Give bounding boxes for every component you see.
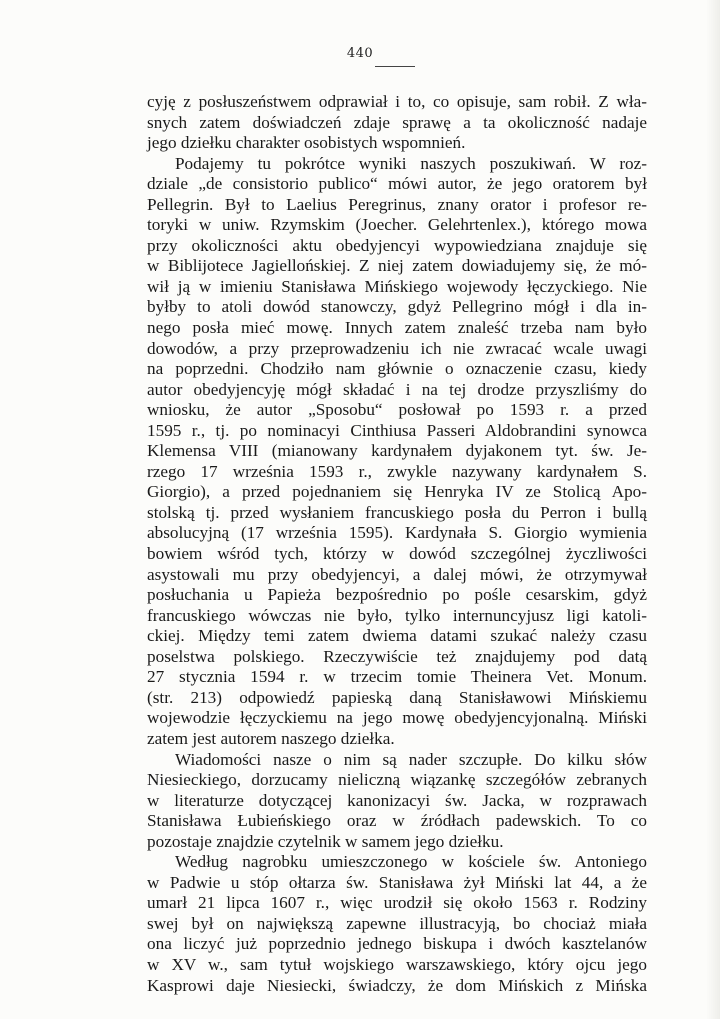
text-line: rzego 17 września 1593 r., zwykle nazywany kardynałem S. [147, 461, 647, 481]
text-line: Niesieckiego, dorzucamy nieliczną wiązankę szczegółów zebranych [147, 770, 647, 790]
text-line: bowiem wśród tych, którzy w dowód szczególnej życzliwości [147, 544, 647, 564]
text-line: Stanisława Łubieńskiego oraz w źródłach padewskich. To co [147, 811, 647, 831]
text-line: dziale „de consistorio publico“ mówi autor, że jego oratorem był [147, 174, 647, 194]
text-line: na poprzedni. Chodziło nam głównie o oznaczenie czasu, kiedy [147, 359, 647, 379]
text-line: Podajemy tu pokrótce wyniki naszych poszukiwań. W roz- [175, 153, 647, 173]
text-line: 27 stycznia 1594 r. w trzecim tomie Theinera Vet. Monum. [147, 667, 647, 687]
text-line: posłuchania u Papieża bezpośrednio po pośle cesarskim, gdyż [147, 585, 647, 605]
text-line: wojewodzie łęczyckiemu na jego mowę obedyjencyjonalną. Miński [147, 708, 647, 728]
text-line: stolską tj. przed wysłaniem francuskiego posła du Perron i bullą [147, 502, 647, 522]
text-line: Według nagrobku umieszczonego w kościele św. Antoniego [175, 852, 647, 872]
text-line: (str. 213) odpowiedź papieską daną Stanisławowi Mińskiemu [147, 687, 647, 707]
text-line: nego posła mieć mowę. Innych zatem znaleść trzeba nam było [147, 318, 647, 338]
text-line: jego dziełku charakter osobistych wspomnień. [147, 133, 466, 153]
text-line: ckiej. Między temi zatem dwiema datami szukać należy czasu [147, 626, 647, 646]
text-line: asystowali mu przy obedyjencyi, a dalej mówi, że otrzymywał [147, 564, 647, 584]
body-text [147, 92, 647, 996]
scan-edge-shadow [706, 0, 720, 1019]
page-number-underline [375, 66, 415, 67]
text-line: wił ją w imieniu Stanisława Mińskiego wojewody łęczyckiego. Nie [147, 276, 647, 296]
text-line: autor obedyjencyję mógł składać i na tej drodze przyszliśmy do [147, 379, 647, 399]
text-line: byłby to atoli dowód stanowczy, gdyż Pellegrino mógł i dla in- [147, 297, 647, 317]
text-line: Giorgio), a przed pojednaniem się Henryka IV ze Stolicą Apo- [147, 482, 647, 502]
text-line: w XV w., sam tytuł wojskiego warszawskiego, który ojcu jego [147, 954, 647, 974]
text-line: absolucyjną (17 września 1595). Kardynała S. Giorgio wymienia [147, 523, 647, 543]
text-line: cyję z posłuszeństwem odprawiał i to, co opisuje, sam robił. Z wła- [147, 92, 647, 111]
text-line: umarł 21 lipca 1607 r., więc urodził się około 1563 r. Rodziny [147, 893, 647, 913]
text-line: w Padwie u stóp ołtarza św. Stanisława żył Miński lat 44, a że [147, 872, 647, 892]
page-number: 440 [346, 46, 374, 61]
text-line: Wiadomości nasze o nim są nader szczupłe. Do kilku słów [175, 749, 647, 769]
text-line: w Biblijotece Jagiellońskiej. Z niej zatem dowiadujemy się, że mó- [147, 256, 647, 276]
text-line: francuskiego wówczas nie było, tylko internuncyjusz ligi katoli- [147, 605, 647, 625]
text-line: Klemensa VIII (mianowany kardynałem dyjakonem tyt. św. Je- [147, 441, 647, 461]
text-line: Kasprowi daje Niesiecki, świadczy, że dom Mińskich z Mińska [147, 975, 647, 995]
text-line: toryki w uniw. Rzymskim (Joecher. Gelehrtenlex.), którego mowa [147, 215, 647, 235]
text-line: przy okoliczności aktu obedyjencyi wypowiedziana znajduje się [147, 235, 647, 255]
text-line: Pellegrin. Był to Laelius Peregrinus, znany orator i profesor re- [147, 194, 647, 214]
text-line: dowodów, a przy przeprowadzeniu ich nie zwracać wcale uwagi [147, 338, 647, 358]
text-line: poselstwa polskiego. Rzeczywiście też znajdujemy pod datą [147, 646, 647, 666]
text-line: 1595 r., tj. po nominacyi Cinthiusa Passeri Aldobrandini synowca [147, 420, 647, 440]
text-line: zatem jest autorem naszego dziełka. [147, 728, 395, 748]
text-line: ona liczyć już poprzednio jednego biskupa i dwóch kasztelanów [147, 934, 647, 954]
text-line: pozostaje znajdzie czytelnik w samem jego dziełku. [147, 831, 504, 851]
text-line: swej był on największą zapewne illustracyją, bo chociaż miała [147, 913, 647, 933]
text-line: wniosku, że autor „Sposobu“ posłował po 1593 r. a przed [147, 400, 647, 420]
text-line: w literaturze dotyczącej kanonizacyi św. Jacka, w rozprawach [147, 790, 647, 810]
text-line: snych zatem doświadczeń zdaje sprawę a ta okoliczność nadaje [147, 112, 647, 132]
